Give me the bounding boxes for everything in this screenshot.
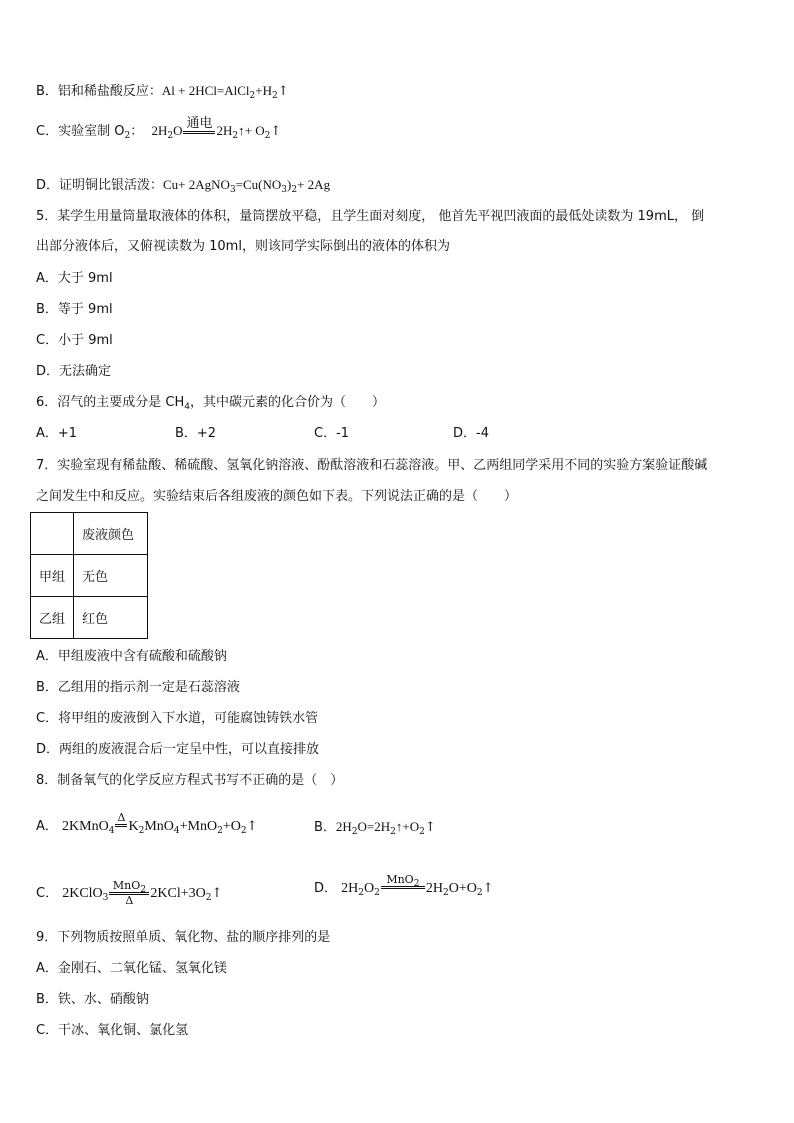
q5-option-a: A．大于 9ml: [36, 271, 113, 286]
table-cell: 乙组: [31, 597, 74, 639]
condition-catalyst-heat: MnO$_2$ Δ: [109, 880, 149, 907]
q9-option-a: A．金刚石、二氧化锰、氢氧化镁: [36, 961, 227, 976]
q4-option-d: D．证明铜比银活泼：$Cu+ 2AgNO_3=Cu(NO_3)_2+ 2Ag$: [36, 177, 331, 195]
table-header-cell: [31, 513, 74, 555]
q5-stem-line1: 5．某学生用量筒量取液体的体积，量筒摆放平稳，且学生面对刻度， 他首先平视凹液面的最低处读数为 19mL， 倒: [36, 209, 705, 224]
q6-option-a: A．+1: [36, 426, 78, 441]
q5-option-b: B．等于 9ml: [36, 302, 113, 317]
q9-stem: 9．下列物质按照单质、氧化物、盐的顺序排列的是: [36, 930, 331, 945]
table-header-cell: 废液颜色: [74, 513, 148, 555]
q8-option-a: A． 2KMnO$_4$ Δ $K_2MnO_4+MnO_2+O_2↑$: [36, 811, 258, 836]
q6-stem: 6．沼气的主要成分是 $CH_4$，其中碳元素的化合价为（ ）: [36, 395, 386, 412]
q6-option-d: D．-4: [453, 426, 489, 441]
q7-option-c: C．将甲组的废液倒入下水道，可能腐蚀铸铁水管: [36, 711, 319, 726]
table-cell: 红色: [74, 597, 148, 639]
condition-electrolysis: 通电: [183, 117, 215, 134]
condition-heat: Δ: [115, 812, 127, 827]
table-header-row: [31, 513, 148, 555]
q8-option-d: D． $2H_2O_2$ MnO$_2$ $2H_2O+O_2↑$: [314, 873, 494, 898]
q7-stem-line1: 7．实验室现有稀盐酸、稀硫酸、氢氧化钠溶液、酚酞溶液和石蕊溶液。甲、乙两组同学采用不同的实验方案验证酸碱: [36, 458, 708, 473]
q7-option-a: A．甲组废液中含有硫酸和硫酸钠: [36, 649, 227, 664]
waste-liquid-color-table: [30, 512, 148, 639]
q7-stem-line2: 之间发生中和反应。实验结束后各组废液的颜色如下表。下列说法正确的是（ ）: [36, 489, 518, 504]
table-row: [31, 555, 148, 597]
q5-option-c: C．小于 9ml: [36, 333, 113, 348]
q7-option-d: D．两组的废液混合后一定呈中性，可以直接排放: [36, 742, 320, 757]
q6-option-b: B．+2: [175, 426, 217, 441]
q9-option-b: B．铁、水、硝酸钠: [36, 992, 149, 1007]
q5-stem-line2: 出部分液体后，又俯视读数为 10ml，则该同学实际倒出的液体的体积为: [36, 239, 450, 254]
q4-option-c: C．实验室制 $O_2$： $2H_2O$ 通电 $2H_2↑+$ $O_2↑$: [36, 116, 282, 141]
q5-option-d: D．无法确定: [36, 364, 112, 379]
q4-option-b: B．铝和稀盐酸反应：$Al + 2HCl=AlCl_2+H_2↑$: [36, 83, 289, 101]
table-cell: 甲组: [31, 555, 74, 597]
q8-option-b: B．$2H_2O=2H_2↑+O_2↑$: [314, 819, 436, 837]
condition-catalyst: MnO$_2$: [381, 874, 425, 889]
table-row: [31, 597, 148, 639]
q8-option-c: C． 2KClO$_3$ MnO$_2$ Δ $2KCl+3O_2↑$: [36, 879, 223, 907]
q8-stem: 8．制备氧气的化学反应方程式书写不正确的是（ ）: [36, 773, 344, 788]
q7-option-b: B．乙组用的指示剂一定是石蕊溶液: [36, 680, 240, 695]
table-cell: 无色: [74, 555, 148, 597]
q6-option-c: C．-1: [314, 426, 350, 441]
q9-option-c: C．干冰、氧化铜、氯化氢: [36, 1023, 189, 1038]
